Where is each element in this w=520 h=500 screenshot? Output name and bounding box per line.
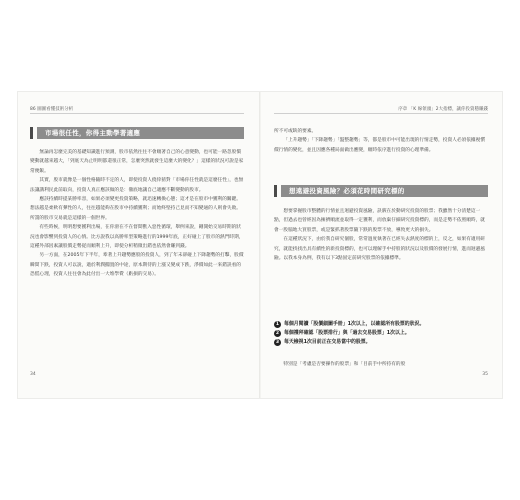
- running-head: 序章 「K 線領頭」2大指標，讓你投資穩賺錢: [398, 107, 488, 112]
- paragraph: 在這種狀況下，由於我自研究個股，常常過度執著在已經失去熱度的標的上，反之，如果有適用研究，就能找找出具有續性的新投資標的，也可以理解手中持股的狀況以及股價的發展行情，進而迴避風險。以我本身為例，我有以下3點固定前研究股票的依據標準。: [274, 237, 485, 262]
- page-number: 35: [482, 372, 488, 377]
- section-heading: [274, 184, 488, 198]
- paragraph: 「上升趨勢」「下降趨勢」「盤整趨勢」等，都是股市中可能出現的行情走勢，投資人必須依據視慣價行情的變化，並且因應各種局面做出應變，順時依序進行投資的心理準備。: [274, 138, 485, 153]
- right-page: [274, 92, 488, 398]
- criteria-list: [274, 320, 488, 348]
- book-gutter: [259, 92, 261, 398]
- criteria-item: [274, 338, 488, 347]
- left-page: [30, 92, 244, 398]
- heading-accent-bar: [274, 185, 277, 197]
- criteria-text: 每個月閱讀「股價細圖手冊」1次以上，以確認所有股票的狀況。: [284, 321, 425, 327]
- paragraph: 應該持續時提某勝率容，如果必須變更投資策略，就迅速轉換心態；這才是在股市中獲利的關鍵。想法越是柔軟有彈性的人，往往越能夠在股市中持續獲利；而始終堅持己見而不知變通的人則會失敗。所謂的股市交易就是這樣的一個世界。: [30, 197, 241, 221]
- closing-text: [274, 360, 488, 369]
- paragraph: 無論再怎麼完美的基礎知識進行預測，股市依然往往不會順著自己的心意變動，也可能一路忽股價變動就越來越大，「到底天為止明明都還很正常，怎麼突然就發生這麼大的變化？」這樣的狀況可說是家常便飯。: [30, 150, 244, 174]
- criteria-text: 每個禮拜確認「股票排行」與「過去交易股票」1次以上。: [284, 330, 410, 337]
- paragraph: 想要掌握股市整體的行情並且迴避投資風險，訣竅在於動研究投資的股票；我雖然十分清楚這一點，但過去也曾經因為擁擠順流並取得一定獲利，而放棄仔細研究投資標的，而是走勢不依照順時，就會一股腦地大買股票，或是緊抓著股票隨下跌的股票不放，導致更大的損失。: [274, 209, 485, 233]
- criteria-text: 每天檢視1次目前正在交易當中的股票。: [284, 339, 371, 346]
- number-badge: 3: [275, 340, 280, 346]
- section-title: 想遠避投資風險？必須花時間研究標的: [281, 185, 488, 197]
- body-text: [30, 148, 244, 280]
- section-heading: [30, 126, 244, 140]
- criteria-item: [274, 320, 488, 329]
- header-rule: [30, 113, 244, 114]
- intro-text: [274, 127, 488, 155]
- running-head: 86 圖圖看懂技術分析: [30, 107, 74, 112]
- paragraph: 有些時候，明明想要獲利出場，在你滑在不在督間獸入惡性循環，舉例來說，剛開始交易時期的狀況也會影響到投資人的心情。比方說我以高勝率型策略進行的1999年底，正好碰上了股市的熱門時期，這種外部因素讓股價走勢從而順利上升，即使分析稍微出錯也依然會賺到錢。: [30, 225, 244, 250]
- header-rule: [274, 113, 488, 114]
- paragraph: 所不可或缺的要素。: [274, 129, 317, 134]
- number-badge: 1: [275, 322, 280, 327]
- number-badge: 2: [275, 331, 280, 337]
- section-title: 市場很任性，你得主動學著適應: [37, 127, 244, 139]
- body-text: [274, 207, 488, 263]
- page-number: 34: [30, 372, 36, 377]
- paragraph: 特別是「考慮是否要操作的股票」和「目前手中所持有的股: [283, 362, 406, 367]
- heading-accent-bar: [30, 127, 33, 139]
- criteria-item: [274, 329, 488, 338]
- paragraph: 另一方面，在2005年下半年，牽著上升趨勢應股的投資人，到了年末卻碰上下降趨勢的打擊，股價瞬間下跌，投資人可以說，適於利潤擱置的中途，原本期待的上漲又變成下跌，淨價如此一來錯誤看的恐慌心理，投資人往往會為此付出一大堆學費（虧損的交易）。: [30, 253, 244, 278]
- paragraph: 其實，股市就像是一個性格隨時不定的人，即使投資人僥倖猜對「市場你任性就是這麼任性」，也無法讓講利民此前取向，投資人真正應該做的是：徹底地讓自己適應不斷變動的股市。: [30, 178, 244, 193]
